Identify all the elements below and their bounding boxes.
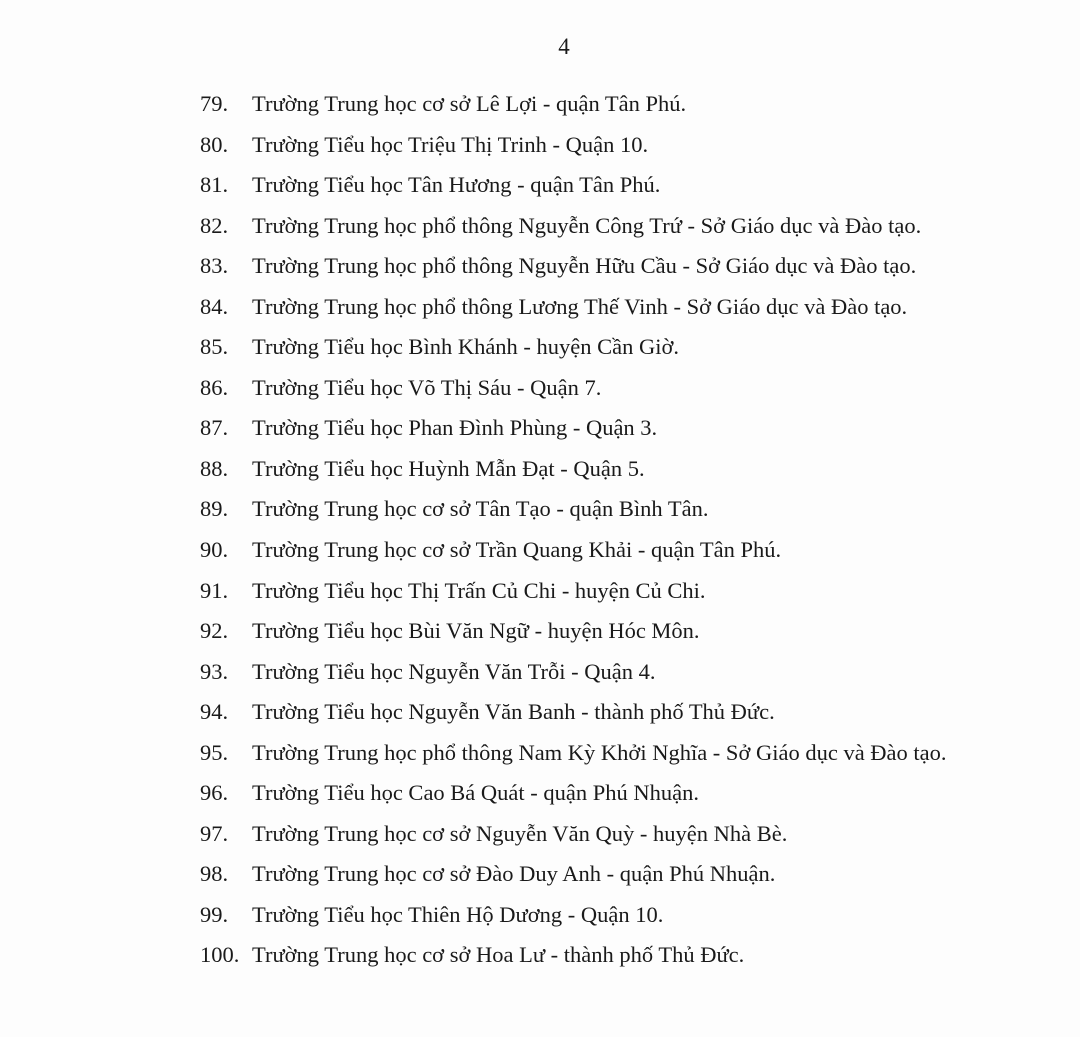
item-number: 99.: [200, 901, 229, 927]
item-text: Trường Trung học cơ sở Tân Tạo - quận Bình Tân.: [252, 496, 709, 522]
item-text: Trường Tiểu học Cao Bá Quát - quận Phú Nhuận.: [252, 780, 700, 806]
item-number: 90.: [200, 537, 229, 563]
item-text: Trường Trung học phổ thông Nguyễn Công Trứ - Sở Giáo dục và Đào tạo.: [252, 212, 922, 238]
item-text: Trường Tiểu học Huỳnh Mẫn Đạt - Quận 5.: [252, 455, 645, 481]
list-item: [200, 814, 1030, 855]
list-item: [200, 368, 1030, 409]
list-item: [200, 287, 1030, 328]
item-text: Trường Tiểu học Thị Trấn Củ Chi - huyện Củ Chi.: [252, 577, 706, 603]
list-item: [200, 165, 1030, 206]
item-text: Trường Trung học cơ sở Hoa Lư - thành phố Thủ Đức.: [252, 942, 745, 968]
item-number: 84.: [200, 293, 229, 319]
item-text: Trường Trung học phổ thông Lương Thế Vinh - Sở Giáo dục và Đào tạo.: [252, 293, 908, 319]
item-number: 94.: [200, 699, 229, 725]
list-item: [200, 125, 1030, 166]
list-item: [200, 327, 1030, 368]
item-text: Trường Tiểu học Võ Thị Sáu - Quận 7.: [252, 374, 602, 400]
list-item: [200, 449, 1030, 490]
item-number: 83.: [200, 253, 229, 279]
item-number: 86.: [200, 374, 229, 400]
school-list: [200, 84, 1030, 976]
item-text: Trường Tiểu học Tân Hương - quận Tân Phú.: [252, 172, 661, 198]
list-item: [200, 530, 1030, 571]
list-item: [200, 652, 1030, 693]
item-text: Trường Trung học cơ sở Nguyễn Văn Quỳ - huyện Nhà Bè.: [252, 820, 788, 846]
item-number: 87.: [200, 415, 229, 441]
item-number: 89.: [200, 496, 229, 522]
item-text: Trường Trung học phổ thông Nam Kỳ Khởi Nghĩa - Sở Giáo dục và Đào tạo.: [252, 739, 947, 765]
item-number: 81.: [200, 172, 229, 198]
item-text: Trường Trung học phổ thông Nguyễn Hữu Cầu - Sở Giáo dục và Đào tạo.: [252, 253, 917, 279]
list-item: [200, 773, 1030, 814]
item-number: 91.: [200, 577, 229, 603]
list-item: [200, 206, 1030, 247]
list-item: [200, 692, 1030, 733]
item-text: Trường Trung học cơ sở Trần Quang Khải - quận Tân Phú.: [252, 537, 782, 563]
list-item: [200, 611, 1030, 652]
item-text: Trường Tiểu học Triệu Thị Trinh - Quận 10.: [252, 131, 649, 157]
item-number: 95.: [200, 739, 229, 765]
item-number: 82.: [200, 212, 229, 238]
item-number: 85.: [200, 334, 229, 360]
list-item: [200, 935, 1030, 976]
item-text: Trường Tiểu học Nguyễn Văn Trỗi - Quận 4.: [252, 658, 656, 684]
item-number: 79.: [200, 91, 229, 116]
list-item: [200, 733, 1030, 774]
list-item: [200, 246, 1030, 287]
item-text: Trường Tiểu học Thiên Hộ Dương - Quận 10.: [252, 901, 664, 927]
item-text: Trường Trung học cơ sở Đào Duy Anh - quận Phú Nhuận.: [252, 861, 776, 887]
item-number: 88.: [200, 455, 229, 481]
item-number: 96.: [200, 780, 229, 806]
item-text: Trường Tiểu học Bùi Văn Ngữ - huyện Hóc Môn.: [252, 618, 700, 644]
item-number: 100.: [200, 942, 240, 968]
list-item: [200, 854, 1030, 895]
list-item: [200, 895, 1030, 936]
list-item: [200, 408, 1030, 449]
item-text: Trường Trung học cơ sở Lê Lợi - quận Tân Phú.: [252, 91, 687, 116]
item-number: 80.: [200, 131, 229, 157]
item-number: 93.: [200, 658, 229, 684]
item-number: 98.: [200, 861, 229, 887]
page-number: 4: [558, 34, 570, 59]
item-text: Trường Tiểu học Nguyễn Văn Banh - thành phố Thủ Đức.: [252, 699, 775, 725]
item-text: Trường Tiểu học Bình Khánh - huyện Cần Giờ.: [252, 334, 680, 360]
item-text: Trường Tiểu học Phan Đình Phùng - Quận 3.: [252, 415, 658, 441]
list-item: [200, 571, 1030, 612]
item-number: 92.: [200, 618, 229, 644]
item-number: 97.: [200, 820, 229, 846]
list-item: [200, 84, 1030, 125]
list-item: [200, 489, 1030, 530]
